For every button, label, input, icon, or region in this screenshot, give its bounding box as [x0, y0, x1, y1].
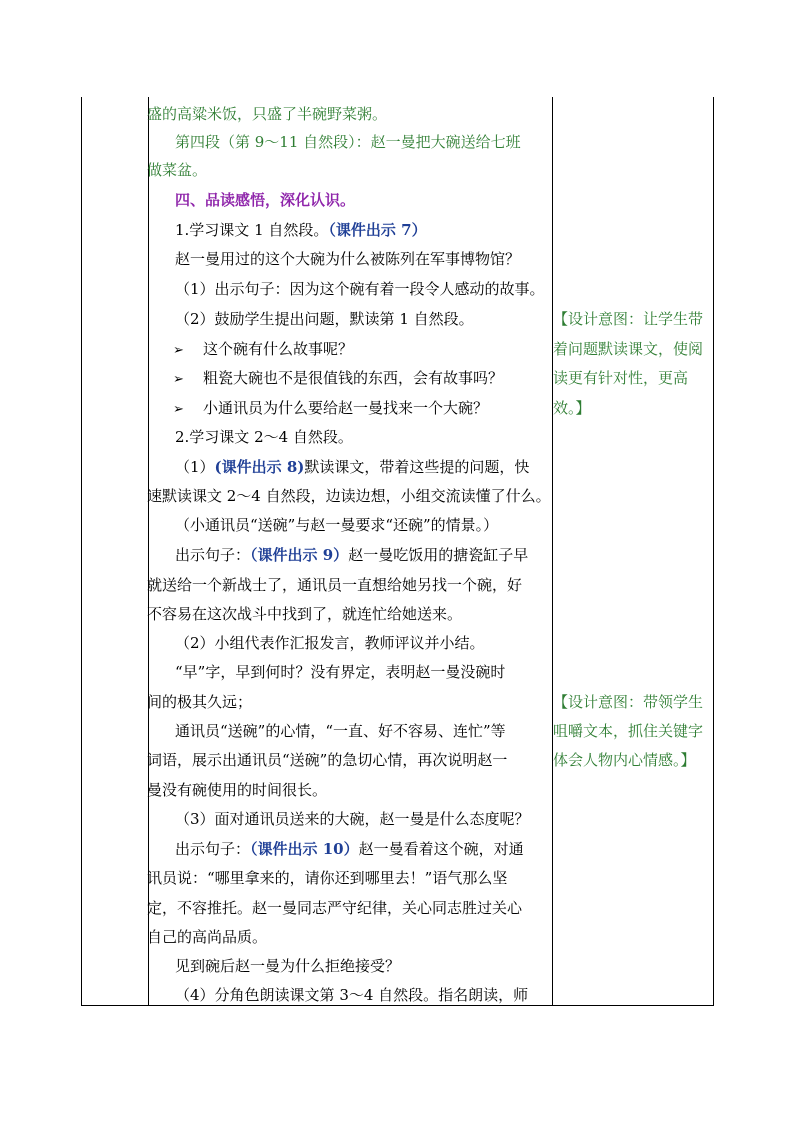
- text-line: 赵一曼用过的这个大碗为什么被陈列在军事博物馆？: [175, 250, 521, 268]
- bullet-question: [147, 364, 583, 392]
- courseware-tag: （课件出示 10）: [250, 840, 359, 858]
- text-line: 第四段（第 9～11 自然段）：赵一曼把大碗送给七班: [175, 133, 521, 151]
- text-span: 赵一曼看着这个碗，对通: [358, 840, 524, 858]
- text-line: [147, 453, 585, 481]
- text-line: （3）面对通讯员送来的大碗，赵一曼是什么态度呢？: [175, 810, 530, 828]
- text-line: 2.学习课文 2～4 自然段。: [175, 428, 353, 446]
- arrow-bullet-icon: ➢: [173, 372, 184, 387]
- text-line: 就送给一个新战士了，通讯员一直想给她另找一个碗，好: [147, 576, 523, 594]
- text-span: 出示句子：: [175, 840, 251, 858]
- design-note-line: 效。】: [553, 399, 591, 417]
- text-line: 讯员说：“哪里拿来的，请你还到哪里去！”语气那么坚: [147, 869, 508, 887]
- text-line: （2）小组代表作汇报发言，教师评议并小结。: [175, 634, 485, 652]
- design-note-line: 咀嚼文本，抓住关键字: [553, 722, 704, 740]
- text-line: [147, 541, 585, 569]
- text-line: 做菜盆。: [147, 161, 208, 179]
- design-note-line: 读更有针对性，更高: [553, 369, 689, 387]
- text-line: 词语，展示出通讯员“送碗”的急切心情，再次说明赵一: [147, 751, 508, 769]
- design-note-line: 体会人物内心情感。】: [553, 751, 696, 769]
- text-span: 粗瓷大碗也不是很值钱的东西，会有故事吗？: [203, 369, 504, 387]
- text-line: （2）鼓励学生提出问题，默读第 1 自然段。: [175, 310, 474, 328]
- text-line: 通讯员“送碗”的心情，“一直、好不容易、连忙”等: [175, 722, 506, 740]
- courseware-tag: （课件出示 9）: [250, 546, 349, 564]
- text-line: 盛的高粱米饭，只盛了半碗野菜粥。: [147, 105, 388, 123]
- text-line: 不容易在这次战斗中找到了，就连忙给她送来。: [147, 605, 463, 623]
- arrow-bullet-icon: ➢: [173, 402, 184, 417]
- arrow-bullet-icon: ➢: [173, 343, 184, 358]
- text-span: （1）: [175, 458, 215, 476]
- text-span: 这个碗有什么故事呢？: [203, 340, 354, 358]
- text-line: 见到碗后赵一曼为什么拒绝接受？: [175, 957, 401, 975]
- text-line: （1）出示句子：因为这个碗有着一段令人感动的故事。: [175, 280, 545, 298]
- courseware-tag: (课件出示 8): [214, 458, 305, 476]
- bullet-question: [147, 335, 583, 363]
- text-span: 赵一曼吃饭用的搪瓷缸子早: [348, 546, 529, 564]
- text-span: 小通讯员为什么要给赵一曼找来一个大碗？: [203, 399, 489, 417]
- design-note-line: 【设计意图：让学生带: [553, 310, 704, 328]
- courseware-tag: （课件出示 7）: [328, 221, 427, 239]
- design-note-line: 着问题默读课文，使阅: [553, 340, 704, 358]
- text-line: 自己的高尚品质。: [147, 928, 268, 946]
- text-line: （4）分角色朗读课文第 3～4 自然段。指名朗读，师: [175, 986, 529, 1004]
- text-span: 1.学习课文 1 自然段。: [175, 221, 329, 239]
- text-line: （小通讯员“送碗”与赵一曼要求“还碗”的情景。）: [175, 516, 499, 534]
- section-heading: 四、品读感悟，深化认识。: [175, 191, 356, 209]
- design-note-line: 【设计意图：带领学生: [553, 693, 704, 711]
- bullet-question: [147, 394, 583, 422]
- text-line: 间的极其久远；: [147, 693, 253, 711]
- text-line: 速默读课文 2～4 自然段，边读边想，小组交流读懂了什么。: [147, 487, 551, 505]
- text-line: 曼没有碗使用的时间很长。: [147, 781, 328, 799]
- text-span: 默读课文，带着这些提的问题，快: [304, 458, 530, 476]
- text-line: 定，不容推托。赵一曼同志严守纪律，关心同志胜过关心: [147, 899, 523, 917]
- text-line: “早”字，早到何时？没有界定，表明赵一曼没碗时: [175, 663, 506, 681]
- text-line: [147, 216, 585, 244]
- text-span: 出示句子：: [175, 546, 251, 564]
- text-line: [147, 835, 585, 863]
